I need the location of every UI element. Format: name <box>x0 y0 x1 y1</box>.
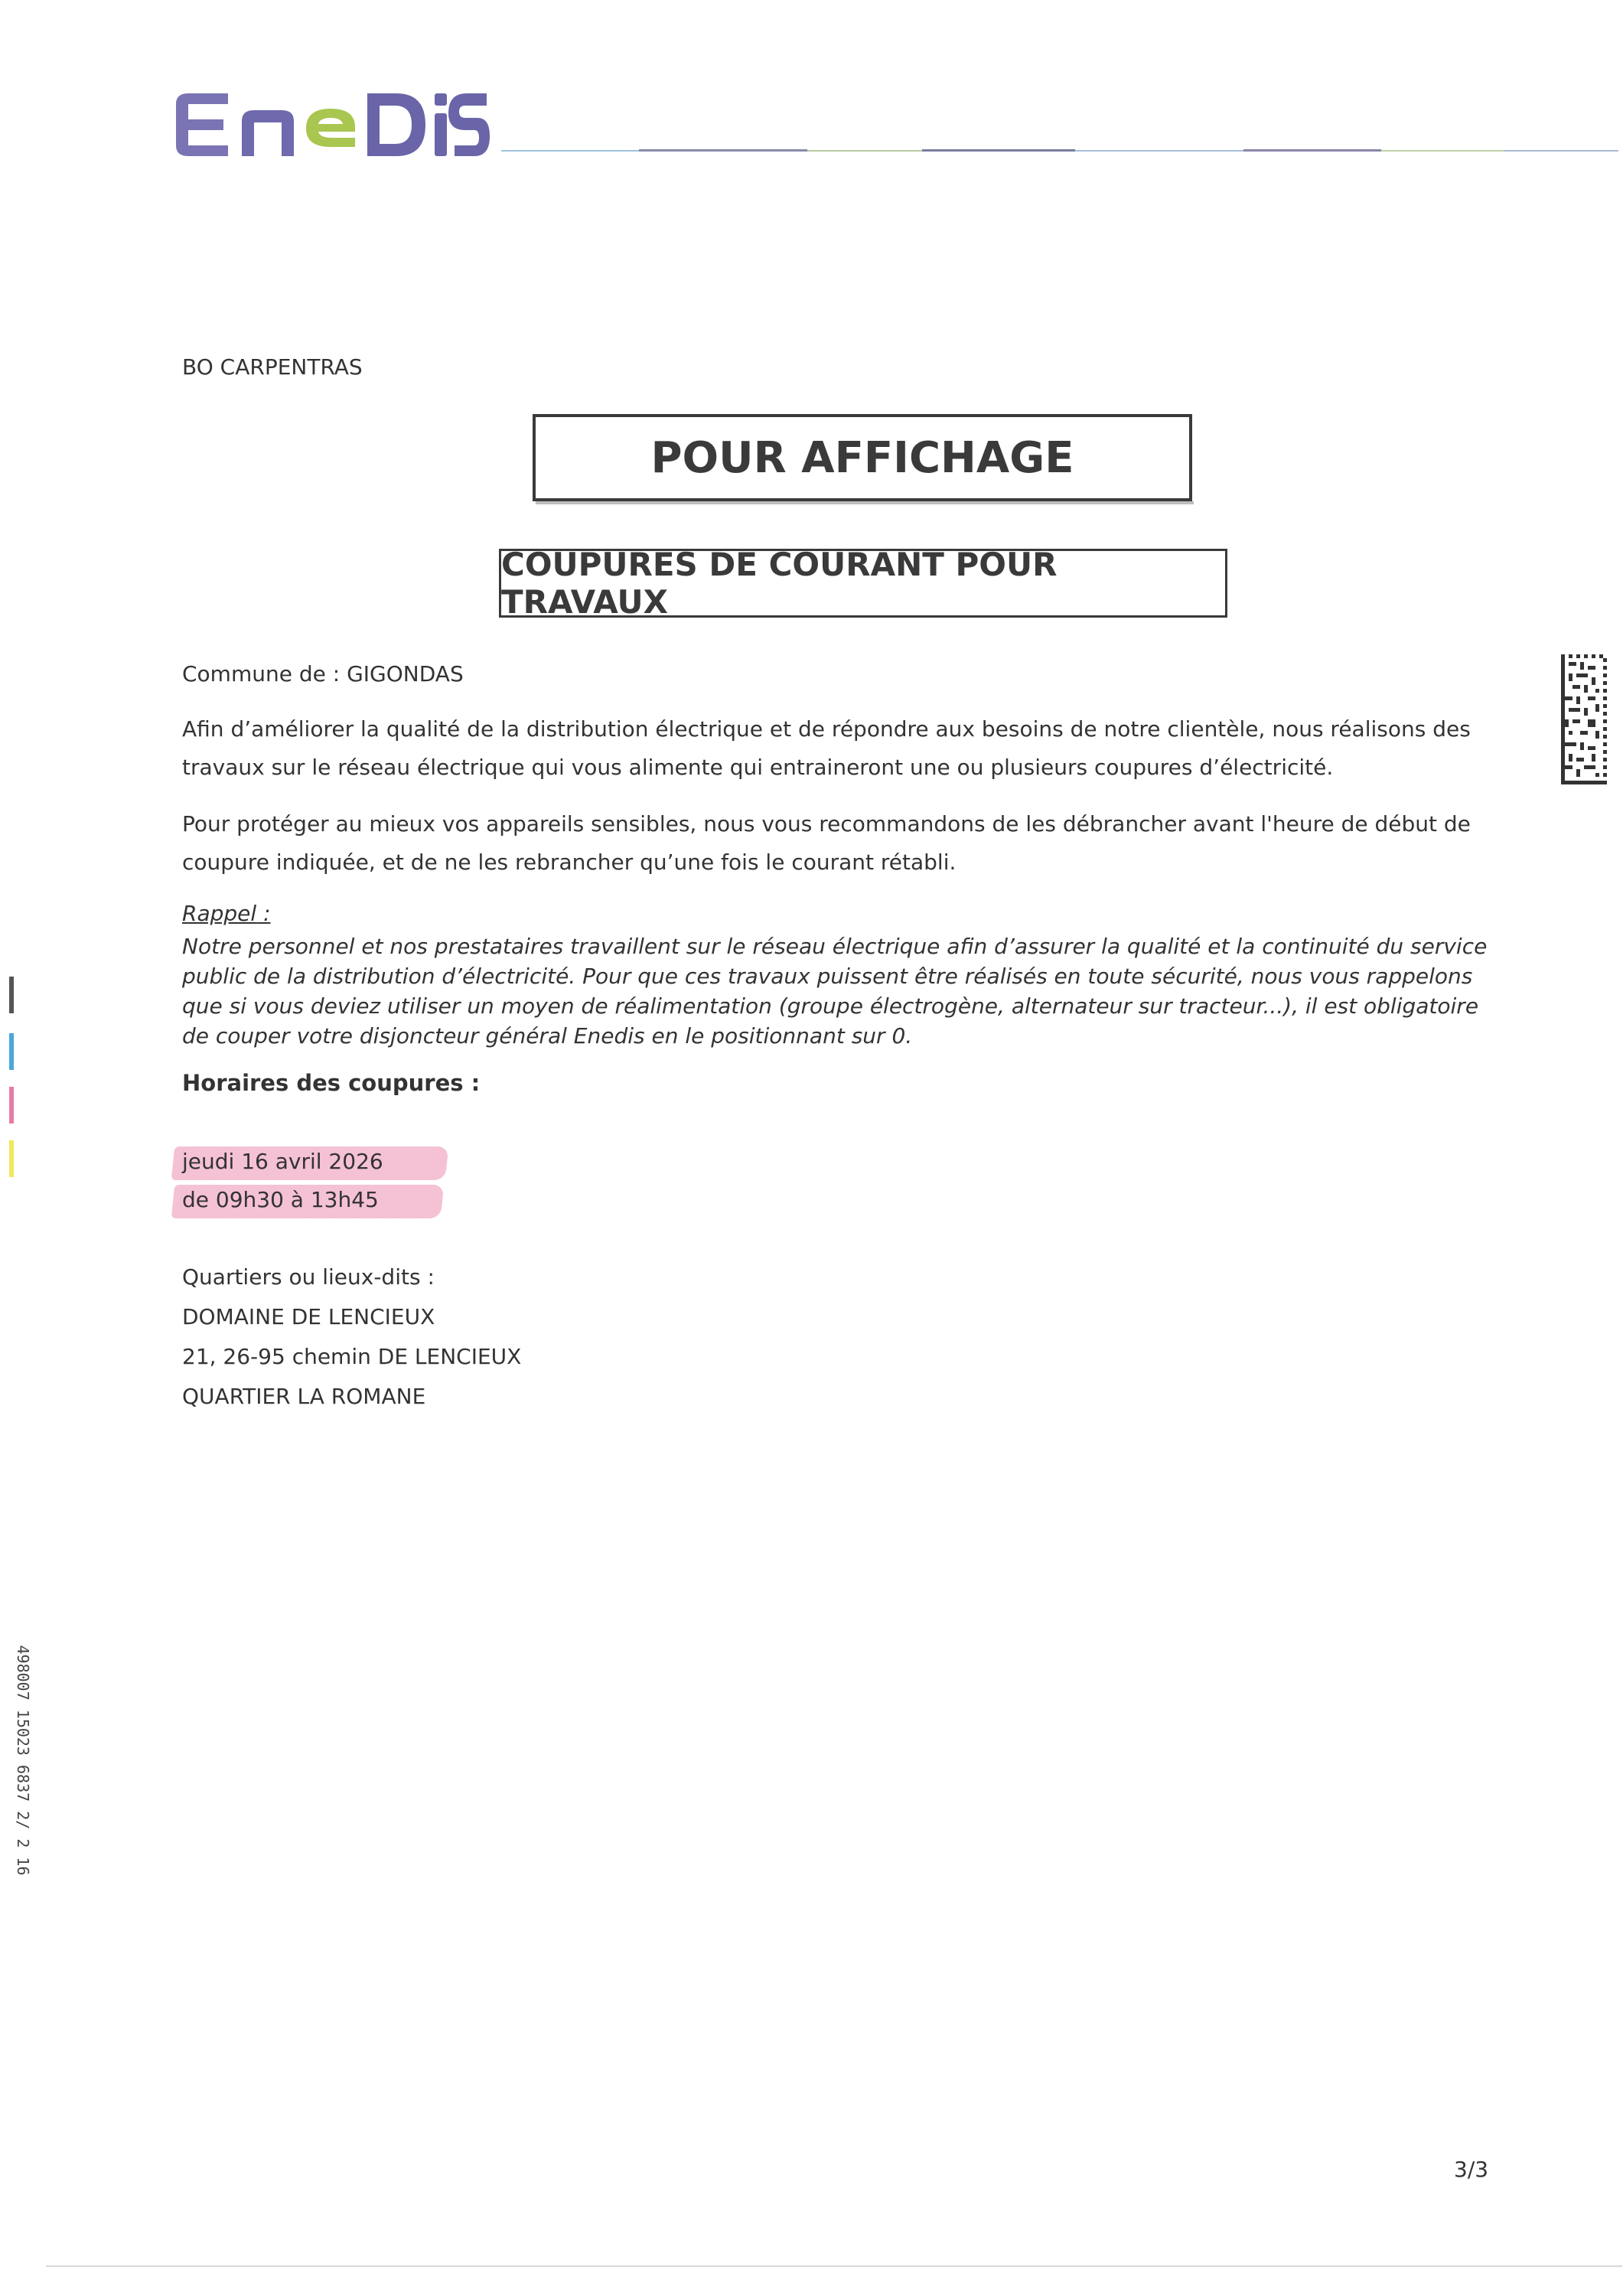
location-item: 21, 26-95 chemin DE LENCIEUX <box>182 1344 522 1369</box>
schedule-heading: Horaires des coupures : <box>182 1070 481 1096</box>
intro-paragraph: Afin d’améliorer la qualité de la distribution électrique et de répondre aux besoins de notre clientèle, nous réalisons des travaux sur le réseau électrique qui vous alimente qui entraineront une ou plusieurs coupures d’électricité. <box>182 716 1471 780</box>
enedis-logo <box>170 83 491 167</box>
main-title: POUR AFFICHAGE <box>650 432 1074 483</box>
main-title-shadow <box>536 501 1194 504</box>
registration-mark-yellow <box>9 1140 14 1177</box>
reminder-heading-colon: : <box>256 901 271 926</box>
location-item: DOMAINE DE LENCIEUX <box>182 1304 435 1329</box>
sender-office: BO CARPENTRAS <box>182 354 363 380</box>
registration-mark-black <box>9 977 14 1013</box>
reminder-heading <box>182 901 271 926</box>
sub-title: COUPURES DE COURANT POUR TRAVAUX <box>501 546 1058 621</box>
side-reference-code: 498007 15023 6837 2/ 2 16 <box>14 1645 32 1876</box>
registration-mark-magenta <box>9 1087 14 1124</box>
footer-divider <box>46 2265 1622 2267</box>
sub-title-box <box>499 546 1227 621</box>
datamatrix-pattern-icon <box>1561 654 1607 784</box>
header-line-icon <box>501 148 1618 154</box>
enedis-logo-icon <box>170 83 491 167</box>
reminder-text: Notre personnel et nos prestataires travaillent sur le réseau électrique afin d’assurer la qualité et la continuité du service public de la distribution d’électricité. Pour que ces travaux puissent être réalisés en toute sécurité, nous vous rappelons que si vous deviez utiliser un moyen de réalimentation (groupe électrogène, alternateur sur tracteur...), il est obligatoire de couper votre disjoncteur général Enedis en le positionnant sur 0. <box>182 934 1488 1049</box>
datamatrix-code-icon <box>1561 654 1607 784</box>
header-decorative-line <box>501 142 1618 148</box>
outage-date: jeudi 16 avril 2026 <box>182 1149 383 1174</box>
main-title-box <box>533 414 1192 501</box>
page-number: 3/3 <box>1454 2157 1489 2182</box>
outage-time: de 09h30 à 13h45 <box>182 1187 379 1212</box>
advice-paragraph: Pour protéger au mieux vos appareils sensibles, nous vous recommandons de les débrancher avant l'heure de début de coupure indiquée, et de ne les rebrancher qu’une fois le courant rétabli. <box>182 811 1471 875</box>
reminder-heading-label: Rappel <box>182 901 257 926</box>
location-item: QUARTIER LA ROMANE <box>182 1384 426 1409</box>
locations-heading: Quartiers ou lieux-dits : <box>182 1264 435 1290</box>
registration-mark-cyan <box>9 1033 14 1070</box>
commune-line: Commune de : GIGONDAS <box>182 661 464 687</box>
